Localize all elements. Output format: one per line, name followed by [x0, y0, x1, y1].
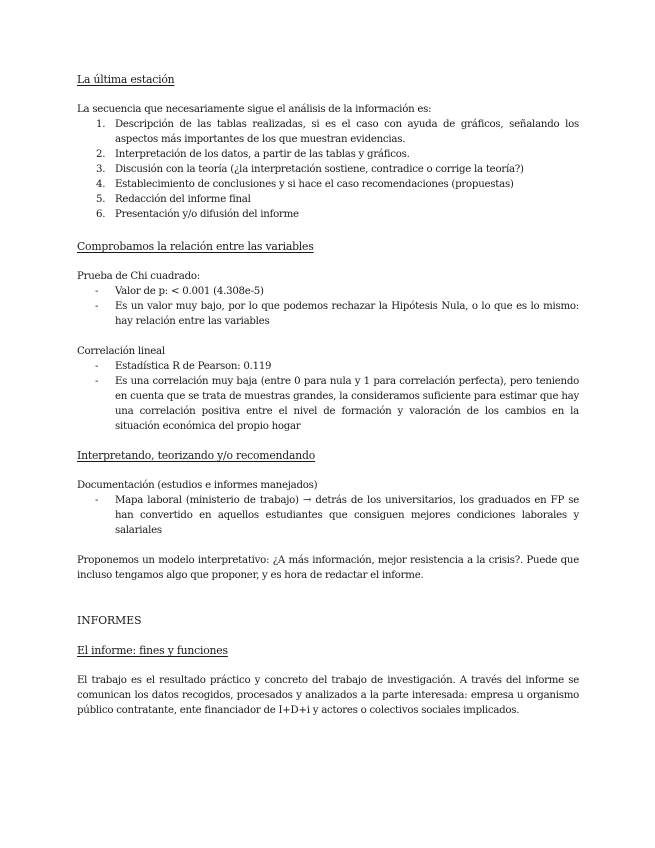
list-number: 3.	[96, 164, 106, 175]
heading-fines-funciones: El informe: fines y funciones	[77, 644, 228, 657]
list-item	[77, 177, 579, 192]
documentation-title: Documentación (estudios e informes manejados)	[77, 480, 318, 491]
heading-interpretando: Interpretando, teorizando y/o recomendando	[77, 449, 316, 462]
list-item-text: Presentación y/o difusión del informe	[115, 209, 299, 220]
list-number: 6.	[96, 209, 106, 220]
documentation-list	[77, 493, 579, 538]
informe-paragraph: El trabajo es el resultado práctico y concreto del trabajo de investigación. A través del informe se comunican los datos recogidos, procesados y analizados a la parte interesada: empresa u organismo público contratante, ente financiador de I+D+i y actores o colectivos sociales implicados.	[77, 675, 579, 716]
list-item-text: Discusión con la teoría (¿la interpretación sostiene, contradice o corrige la teoría?)	[115, 164, 524, 175]
list-number: 2.	[96, 149, 106, 160]
heading-ultima-estacion: La última estación	[77, 73, 175, 86]
list-number: 4.	[96, 179, 106, 190]
list-item-text: Valor de p: < 0.001 (4.308e-5)	[115, 286, 264, 297]
list-item	[77, 374, 579, 434]
analysis-steps-list	[77, 117, 579, 222]
document-page	[77, 72, 579, 718]
list-number: 5.	[96, 194, 106, 205]
list-item-text: Es un valor muy bajo, por lo que podemos rechazar la Hipótesis Nula, o lo que es lo mismo: hay relación entre las variables	[115, 301, 579, 327]
list-item-text: Estadística R de Pearson: 0.119	[115, 361, 272, 372]
list-item	[77, 359, 579, 374]
dash-bullet: -	[95, 376, 99, 387]
dash-bullet: -	[95, 301, 99, 312]
list-item	[77, 162, 579, 177]
list-item-text: Es una correlación muy baja (entre 0 para nula y 1 para correlación perfecta), pero teniendo en cuenta que se trata de muestras grandes, la consideramos suficiente para estimar que hay una correlación positiva entre el nivel de formación y valoración de los cambios en la situación económica del propio hogar	[115, 376, 579, 432]
list-number: 1.	[96, 119, 106, 130]
list-item-text: Descripción de las tablas realizadas, si es el caso con ayuda de gráficos, señalando los aspectos más importantes de los que muestran evidencias.	[115, 119, 579, 145]
list-item	[77, 147, 579, 162]
correlation-list	[77, 359, 579, 434]
list-item-text: Establecimiento de conclusiones y si hace el caso recomendaciones (propuestas)	[115, 179, 514, 190]
dash-bullet: -	[95, 361, 99, 372]
proposal-paragraph: Proponemos un modelo interpretativo: ¿A más información, mejor resistencia a la crisis?. Puede que incluso tengamos algo que proponer, y es hora de redactar el informe.	[77, 555, 579, 581]
list-item-text: Interpretación de los datos, a partir de las tablas y gráficos.	[115, 149, 410, 160]
list-item	[77, 284, 579, 299]
list-item	[77, 299, 579, 329]
heading-relacion-variables: Comprobamos la relación entre las variables	[77, 240, 314, 253]
list-item-text: Mapa laboral (ministerio de trabajo) → detrás de los universitarios, los graduados en FP se han convertido en aquellos estudiantes que consiguen mejores condiciones laborales y salariales	[115, 495, 579, 536]
list-item	[77, 192, 579, 207]
analysis-intro: La secuencia que necesariamente sigue el análisis de la información es:	[77, 104, 432, 115]
dash-bullet: -	[95, 286, 99, 297]
chi-square-title: Prueba de Chi cuadrado:	[77, 271, 200, 282]
dash-bullet: -	[95, 495, 99, 506]
correlation-title: Correlación lineal	[77, 346, 165, 357]
list-item-text: Redacción del informe final	[115, 194, 251, 205]
chi-square-list	[77, 284, 579, 329]
list-item	[77, 207, 579, 222]
list-item	[77, 493, 579, 538]
informes-title: INFORMES	[77, 614, 142, 627]
list-item	[77, 117, 579, 147]
